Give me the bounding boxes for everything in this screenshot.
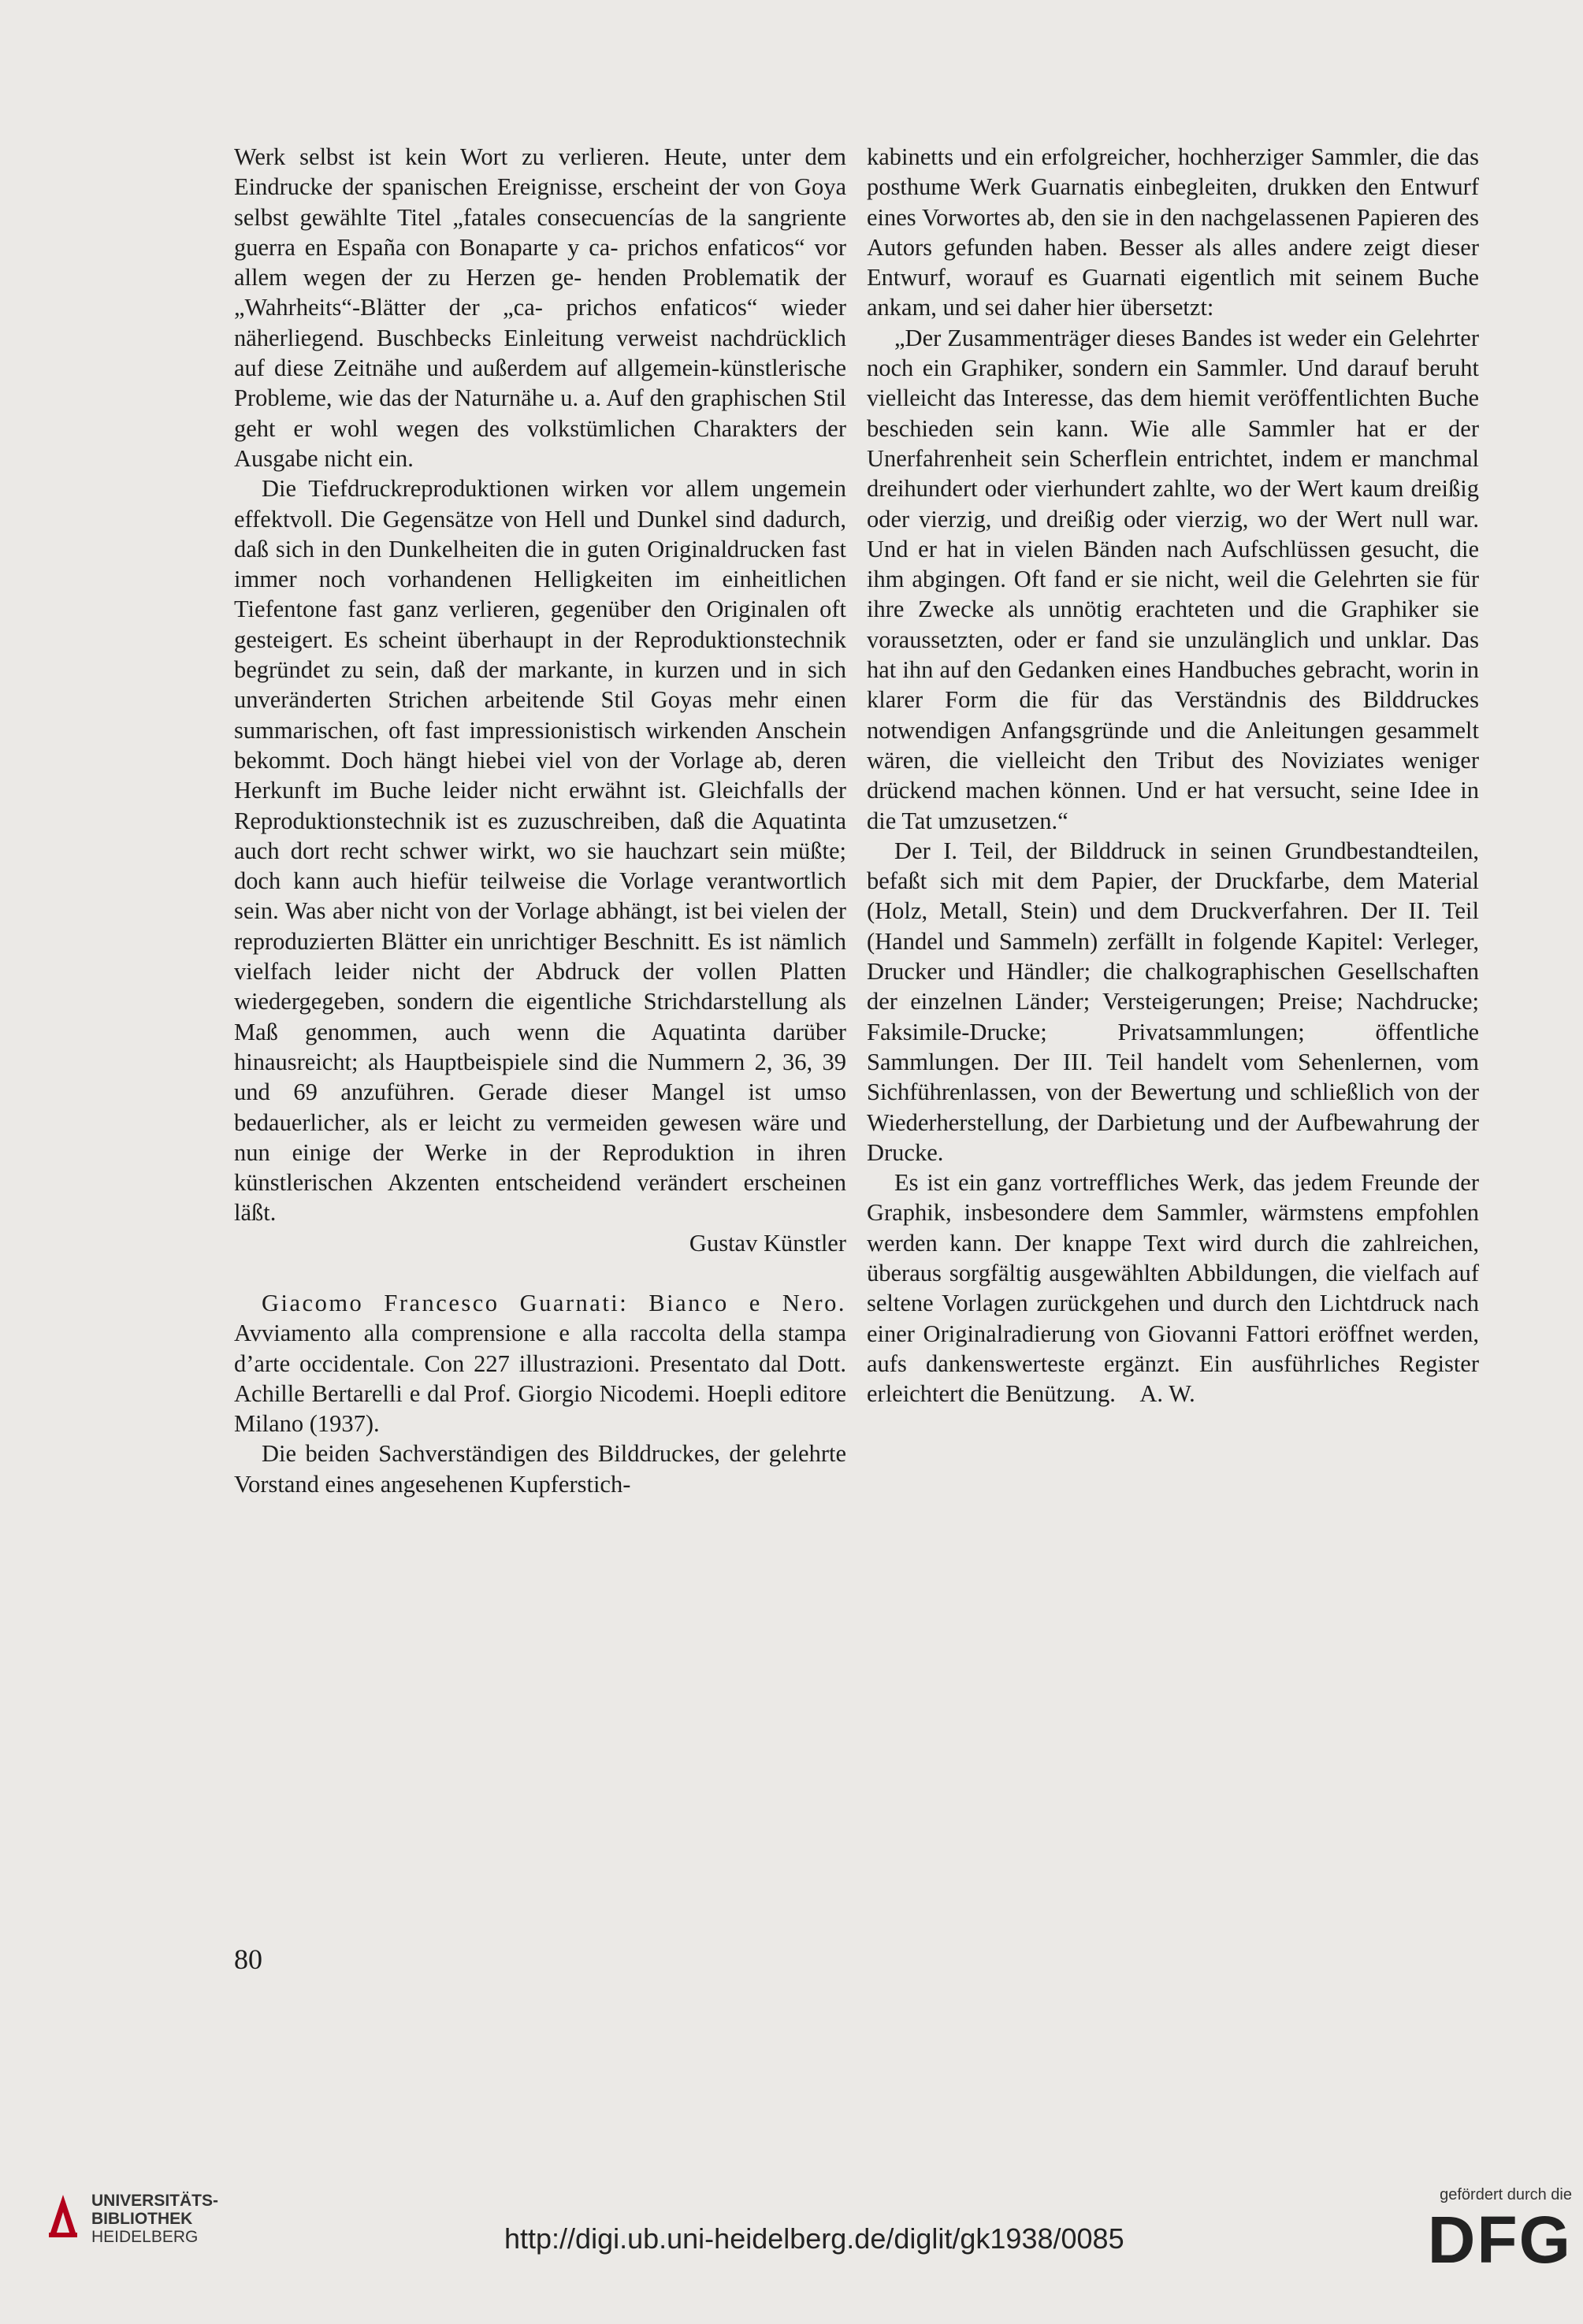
text-line: prichos enfaticos“ wieder näherliegend. Buschbecks	[234, 294, 846, 351]
funded-by-label: gefördert durch die	[1440, 2186, 1572, 2203]
library-logo[interactable]	[46, 2192, 218, 2246]
permalink-url[interactable]: http://digi.ub.uni-heidelberg.de/diglit/gk1938/0085	[504, 2222, 1124, 2255]
library-line: UNIVERSITÄTS-	[91, 2192, 219, 2210]
text-line: dem Eindrucke der spanischen Ereignisse, erscheint der	[234, 143, 847, 201]
book-citation	[234, 1288, 846, 1439]
library-line: BIBLIOTHEK	[91, 2210, 193, 2228]
text-line: de la sangriente guerra en España con Bonaparte y ca-	[234, 203, 846, 261]
text-line: prichos enfaticos“ vor allem wegen der zu Herzen ge-	[234, 233, 846, 291]
text-line: Ausgabe nicht ein.	[234, 444, 414, 472]
paragraph-contents: Der I. Teil, der Bilddruck in seinen Grundbestandteilen, befaßt sich mit dem Papier, der Druckfarbe, dem Material (Holz, Metall, Stein) und dem Druckverfahren. Der II. Teil (Handel und Sammeln) zerfällt in folgende Kapitel: Verleger, Drucker und Händler; die chalkographischen Gesellschaften der einzelnen Länder; Versteigerungen; Preise; Nachdrucke; Faksimile-Drucke; Privatsammlungen; öffentliche Sammlungen. Der III. Teil handelt vom Sehenlernen, vom Sichführenlassen, von der Bewertung und schließlich von der Wiederherstellung, der Darbietung und der Aufbewahrung der Drucke.	[867, 837, 1479, 1166]
text-line: Werk selbst ist kein Wort zu verlieren. Heute, unter	[234, 143, 791, 170]
paragraph-verdict	[867, 1168, 1479, 1409]
verdict-signature: A. W.	[1139, 1380, 1195, 1408]
paragraph-tiefdruck: Die Tiefdruckreproduktionen wirken vor allem ungemein effektvoll. Die Gegensätze von Hell und Dunkel sind dadurch, daß sich in den Dunkelheiten die in guten Originaldrucken fast immer noch vorhandenen Helligkeiten im einheitlichen Tiefentone fast ganz verlieren, gegenüber den Originalen oft gesteigert. Es scheint überhaupt in der Reproduktionstechnik begründet zu sein, daß der markante, in kurzen und in sich unveränderten Strichen arbeitende Stil Goyas mehr einen summarischen, oft fast impressionistisch wirkenden Anschein bekommt. Doch hängt hiebei viel von der Vorlage ab, deren Herkunft im Buche leider nicht erwähnt ist. Gleichfalls der Reproduktionstechnik ist es zuzuschreiben, daß die Aquatinta auch dort recht schwer wirkt, wo sie hauchzart sein müßte; doch kann auch hiefür teilweise die Vorlage verantwortlich sein. Was aber nicht von der Vorlage abhängt, ist bei vielen der reproduzierten Blätter ein unrichtiger Beschnitt. Es ist nämlich vielfach leider nicht der Abdruck der vollen Platten wiedergegeben, sondern die eigentliche Strichdarstellung als Maß genommen, auch wenn die Aquatinta darüber hinausreicht; als Hauptbeispiele sind die Nummern 2, 36, 39 und 69 anzuführen. Gerade dieser Mangel ist umso bedauerlicher, als er leicht zu vermeiden gewesen wäre und nun einige der Werke in der Reproduktion in ihren künstlerischen Akzenten entscheidend verändert erscheinen läßt.	[234, 475, 846, 1227]
left-column	[234, 142, 846, 1499]
library-name	[91, 2192, 218, 2246]
text-line: wie das der Naturnähe u. a. Auf den graphischen Stil	[338, 384, 846, 412]
library-emblem-icon	[46, 2192, 80, 2240]
text-line: und außerdem auf allgemein-künstlerische Probleme,	[234, 355, 847, 412]
paragraph-sachverstaendige: Die beiden Sachverständigen des Bilddruckes, der gelehrte Vorstand eines angesehenen Kupferstich-	[234, 1440, 846, 1498]
text-line: von Goya selbst gewählte Titel „fatales consecuencías	[234, 173, 847, 231]
dfg-wordmark: DFG	[1427, 2203, 1572, 2277]
text-line: geht er wohl wegen des volkstümlichen Charakters der	[234, 414, 846, 442]
page-number: 80	[234, 1943, 262, 1975]
dfg-logo[interactable]	[1406, 2186, 1572, 2275]
section-gap	[234, 1258, 846, 1288]
paragraph-kabinetts: kabinetts und ein erfolgreicher, hochherziger Sammler, die das posthume Werk Guarnatis einbegleiten, drukken den Entwurf eines Vorwortes ab, den sie in den nachgelassenen Papieren des Autors gefunden haben. Besser als alles andere zeigt dieser Entwurf, worauf es Guarnati eigentlich mit seinem Buche ankam, und sei daher hier übersetzt:	[867, 143, 1479, 321]
book-details: Avviamento alla comprensione e alla raccolta della stampa d’arte occidentale. Con 227 illustrazioni. Presentato dal Dott. Achille Bertarelli e dal Prof. Giorgio Nicodemi. Hoepli editore Milano (1937).	[234, 1320, 846, 1438]
book-author-title: Giacomo Francesco Guarnati: Bianco e Nero.	[262, 1289, 846, 1316]
paragraph-quote: „Der Zusammenträger dieses Bandes ist weder ein Gelehrter noch ein Graphiker, sondern ein Sammler. Und darauf beruht vielleicht das Interesse, das dem hiemit veröffentlichten Buche beschieden sein kann. Wie alle Sammler hat er der Unerfahrenheit sein Scherflein entrichtet, indem er manchmal dreihundert oder vierhundert zahlte, wo der Wert kaum dreißig oder vierzig, und dreißig oder vierzig, wo der Wert null war. Und er hat in vielen Bänden nach Aufschlüssen gesucht, die ihm abgingen. Oft fand er sie nicht, weil die Gelehrten sie für ihre Zwecke als unnötig erachteten und die Graphiker sie voraussetzten, oder er fand sie unzulänglich und unklar. Das hat ihn auf den Gedanken eines Handbuches gebracht, worin in klarer Form die für das Verständnis des Bilddruckes notwendigen Anfangsgründe und die Anleitungen gesammelt wären, die vielleicht den Tribut des Noviziates weniger drückend machen können. Und er hat versucht, seine Idee in die Tat umzusetzen.“	[867, 324, 1479, 834]
text-line: Einleitung verweist nachdrücklich auf diese Zeitnähe	[234, 324, 846, 382]
paragraph-goya-review-end	[234, 142, 846, 473]
review-signature: Gustav Künstler	[689, 1229, 846, 1257]
text-line: henden Problematik der „Wahrheits“-Blätter der „ca-	[234, 264, 846, 321]
library-line: HEIDELBERG	[91, 2228, 199, 2246]
verdict-text: Es ist ein ganz vortreffliches Werk, das jedem Freunde der Graphik, insbesondere dem Sammler, wärmstens empfohlen werden kann. Der knappe Text wird durch die zahlreichen, überaus sorgfältig ausgewählten Abbildungen, die vielfach auf seltene Vorlagen zurückgehen und durch den Lichtdruck nach einer Originalradierung von Giovanni Fattori eröffnet werden, aufs dankenswerteste ergänzt. Ein ausführliches Register erleichtert die Benützung.	[867, 1169, 1479, 1408]
right-column	[867, 142, 1479, 1409]
